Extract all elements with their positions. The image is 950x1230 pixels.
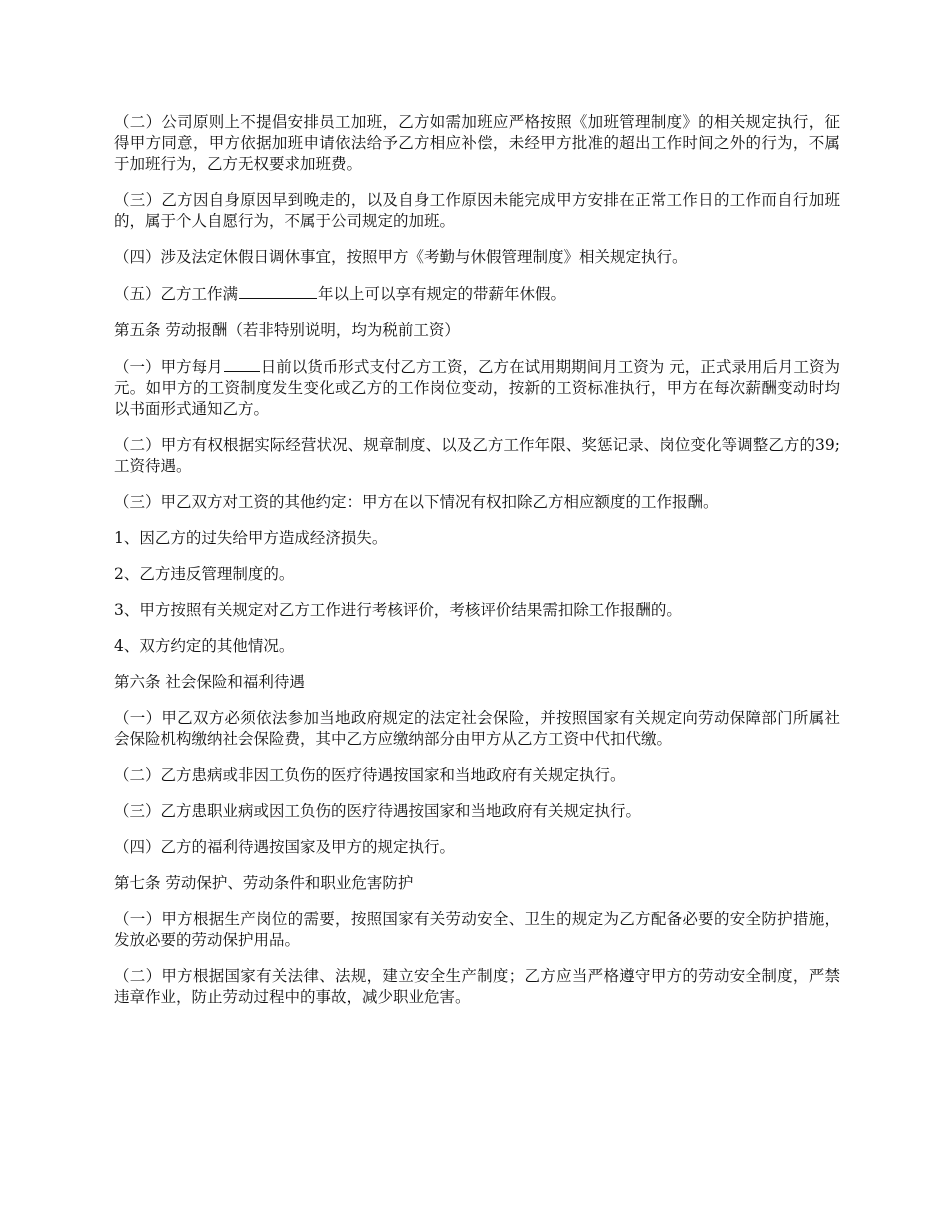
paragraph-overtime-policy: （二）公司原则上不提倡安排员工加班，乙方如需加班应严格按照《加班管理制度》的相关规定执行，征得甲方同意，甲方依据加班申请依法给予乙方相应补偿，未经甲方批准的超出工作时间之外的行为，不属于加班行为，乙方无权要求加班费。 [114,113,840,173]
paragraph-welfare: （四）乙方的福利待遇按国家及甲方的规定执行。 [114,838,456,856]
paragraph-salary-payment [114,356,840,420]
list-item-deduction-3: 3、甲方按照有关规定对乙方工作进行考核评价，考核评价结果需扣除工作报酬的。 [114,601,682,619]
paragraph-illness-treatment: （二）乙方患病或非因工负伤的医疗待遇按国家和当地政府有关规定执行。 [114,766,626,784]
salary-text-before: （一）甲方每月 [114,358,223,376]
paragraph-social-insurance: （一）甲乙双方必须依法参加当地政府规定的法定社会保险，并按照国家有关规定向劳动保障部门所属社会保险机构缴纳社会保险费，其中乙方应缴纳部分由甲方从乙方工资中代扣代缴。 [114,709,840,748]
paragraph-salary-deduction: （三）甲乙双方对工资的其他约定：甲方在以下情况有权扣除乙方相应额度的工作报酬。 [114,493,719,511]
paragraph-annual-leave [114,283,840,305]
paragraph-protective-equipment: （一）甲方根据生产岗位的需要，按照国家有关劳动安全、卫生的规定为乙方配备必要的安全防护措施，发放必要的劳动保护用品。 [114,910,840,949]
list-item-deduction-1: 1、因乙方的过失给甲方造成经济损失。 [114,529,388,547]
heading-article-6: 第六条 社会保险和福利待遇 [114,673,305,691]
pay-day-blank[interactable] [224,356,260,372]
heading-article-7: 第七条 劳动保护、劳动条件和职业危害防护 [114,874,414,892]
list-item-deduction-4: 4、双方约定的其他情况。 [114,637,295,655]
annual-leave-text-before: （五）乙方工作满 [114,285,239,303]
annual-leave-text-after: 年以上可以享有规定的带薪年休假。 [318,285,567,303]
paragraph-occupational-injury: （三）乙方患职业病或因工负伤的医疗待遇按国家和当地政府有关规定执行。 [114,802,642,820]
paragraph-safety-rules: （二）甲方根据国家有关法律、法规，建立安全生产制度；乙方应当严格遵守甲方的劳动安全制度，严禁违章作业，防止劳动过程中的事故，减少职业危害。 [114,967,840,1006]
salary-text-after: 日前以货币形式支付乙方工资，乙方在试用期期间月工资为 元，正式录用后月工资为 元。如甲方的工资制度发生变化或乙方的工作岗位变动，按新的工资标准执行，甲方在每次薪酬变动时均以书面形式通知乙方。 [114,358,840,418]
paragraph-salary-adjustment: （二）甲方有权根据实际经营状况、规章制度、以及乙方工作年限、奖惩记录、岗位变化等调整乙方的39;工资待遇。 [114,436,840,475]
paragraph-holiday-rest: （四）涉及法定休假日调休事宜，按照甲方《考勤与休假管理制度》相关规定执行。 [114,248,688,266]
list-item-deduction-2: 2、乙方违反管理制度的。 [114,565,295,583]
document-page [114,112,840,1023]
heading-article-5: 第五条 劳动报酬（若非特别说明，均为税前工资） [114,321,460,339]
paragraph-voluntary-overtime: （三）乙方因自身原因早到晚走的，以及自身工作原因未能完成甲方安排在正常工作日的工作而自行加班的，属于个人自愿行为，不属于公司规定的加班。 [114,191,840,230]
annual-leave-years-blank[interactable] [239,283,317,299]
